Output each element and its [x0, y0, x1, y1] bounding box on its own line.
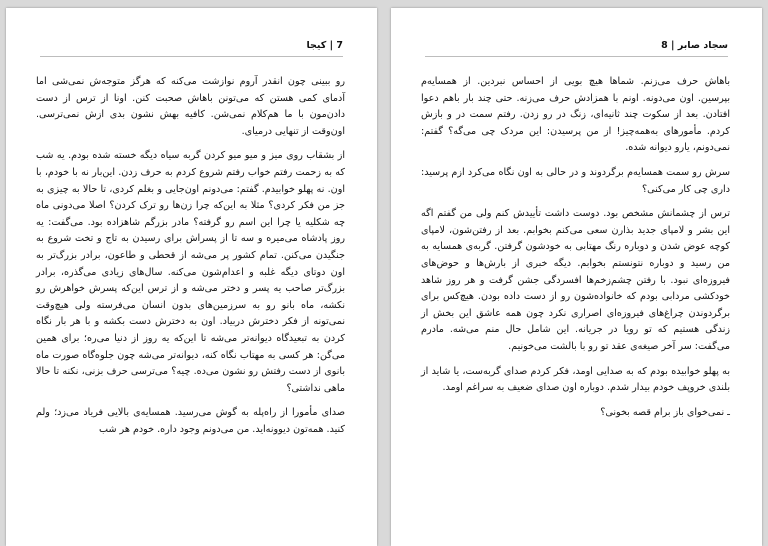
page-body [421, 74, 730, 429]
page-header: 7 | کیجا [40, 40, 343, 57]
paragraph: ترس از چشمانش مشخص بود. دوست داشت تأییدش کنم ولی من گفتم اگه این بشر و لامپای جدید بذارن سعی می‌کنم بخوابم. بعد از رفتن‌شون، لامپای کوچه عوض شدن و دوباره رنگ مهتابی به خودشون گرفتن. گربه‌ی همسایه به من رسید و دوباره نتونستم بخوابم. دیگه خبری از بارش‌ها و حوض‌های فیروزه‌ای نبود. با رفتن چشم‌ز‌خم‌ها افسردگی جشن گرفت و هر روز شاهد خودکشی مردابی بودم که خانواده‌شون رو از دست داده بودن. هیچ‌کس برای برگردوندن چراغ‌های فیروزه‌ای اصراری نکرد چون همه عاشق این بخش از زندگی هستیم که تو رویا در جریانه. این شامل حال منم می‌شه. مادرم می‌گفت: سر آخر صیغه‌ی عقد تو رو با بالشت می‌خونیم. [421, 208, 730, 352]
paragraph: رو ببینی چون انقدر آروم نوازشت می‌کنه که هرگز متوجه‌ش نمی‌شی اما آدمای کمی هستن که می‌تونن باهاش صحبت کنن. اونا از ترس از دست دادن‌مون با ما هم‌کلام نمی‌شن. کافیه بهش نشون بدی ازش نمی‌ترسی. اون‌وقت از تنهایی درمیای. [36, 76, 345, 137]
paragraph: به پهلو خوابیده بودم که به صدایی اومد، فکر کردم صدای گربه‌ست، یا شاید از بلندی خروپف خودم بیدار شدم. دوباره اون صدای ضعیف به سراغم اومد. [421, 365, 730, 394]
right-page [391, 8, 762, 546]
paragraph: صدای مأمورا از راه‌پله به گوش می‌رسید. همسایه‌ی بالایی فریاد می‌زد؛ ولم کنید. همه‌تون دیوونه‌اید. من می‌دونم وجود داره. خودم هر شب [36, 407, 345, 435]
page-body [36, 74, 345, 446]
paragraph: از بشقاب روی میز و میو میو کردن گربه سیاه دیگه خسته شده بودم. یه شب که به زحمت رفتم خواب رفتم شروع کردم به حرف زدن. این‌بار نه با خودم، با اون. نه پهلو خوابیدم. گفتم: می‌دونم اون‌جایی و بغلم کردی، تا حالا به چیزی به جز من فکر کردی؟ مثلا به این‌که چرا زن‌ها رو ترک کردن؟ اصلا می‌دونی ماه چه شکلیه یا چرا این اسم رو گرفته؟ مادر بزرگم شاهزاده بود. می‌گفت: یه روز پادشاه می‌میره و سه تا از پسراش برای رسیدن به تاج و تخت شروع به جنگیدن می‌کنن. تمام کشور پر می‌شه از قحطی و طاعون، برادر بزرگ‌تر به اون دوتای دیگه غلبه و اعدام‌شون می‌کنه. سال‌های زیادی می‌گذره، برادر بزرگ‌تر صاحب یه پسر و دختر می‌شه و از ترس این‌که پسرش خواهرش رو نکشه، ماه‌ بانو رو به سرزمین‌های بدون انسان می‌فرسته ولی هیچ‌وقت نمی‌تونه از فکر دخترش دربیاد. اون به دخترش دست بکشه و با هر بار نگاه کردن به تبعیدگاه دیوانه‌تر می‌شه تا این‌که یه روز از دنیا می‌ره؛ برای همین می‌گن: هر کسی به مهتاب نگاه کنه، دیوانه‌تر می‌شه چون جلوه‌گاه صورت ماه بانوی از دست رفتش رو نشون می‌ده. چیه؟ می‌ترسی حرف بزنی، نکنه تا حالا ماهی نداشتی؟ [36, 150, 345, 394]
paragraph: سرش رو سمت همسایه‌م برگردوند و در حالی به اون نگاه می‌کرد ازم پرسید: داری چی کار می‌کنی؟ [421, 166, 730, 195]
left-page [6, 8, 377, 546]
page-header: سجاد صابر | 8 [425, 40, 728, 57]
paragraph: باهاش حرف می‌زنم. شماها هیچ بویی از احساس نبردین. از همسایه‌م بپرسین. اون می‌دونه. اونم با همزادش حرف می‌زنه. حتی چند بار باهم دعوا افتادن. بعد از سکوت چند ثانیه‌ای، زنگ در رو زدن. رفتم سمت در و بازش کردم. مأمورهای به‌همه‌چیز! از من پرسیدن: این مردک چی می‌گه؟ گفتم: نمی‌دونم، یارو دیوانه شده. [421, 76, 730, 154]
paragraph: ـ نمی‌خوای باز برام قصه بخونی؟ [600, 406, 730, 418]
